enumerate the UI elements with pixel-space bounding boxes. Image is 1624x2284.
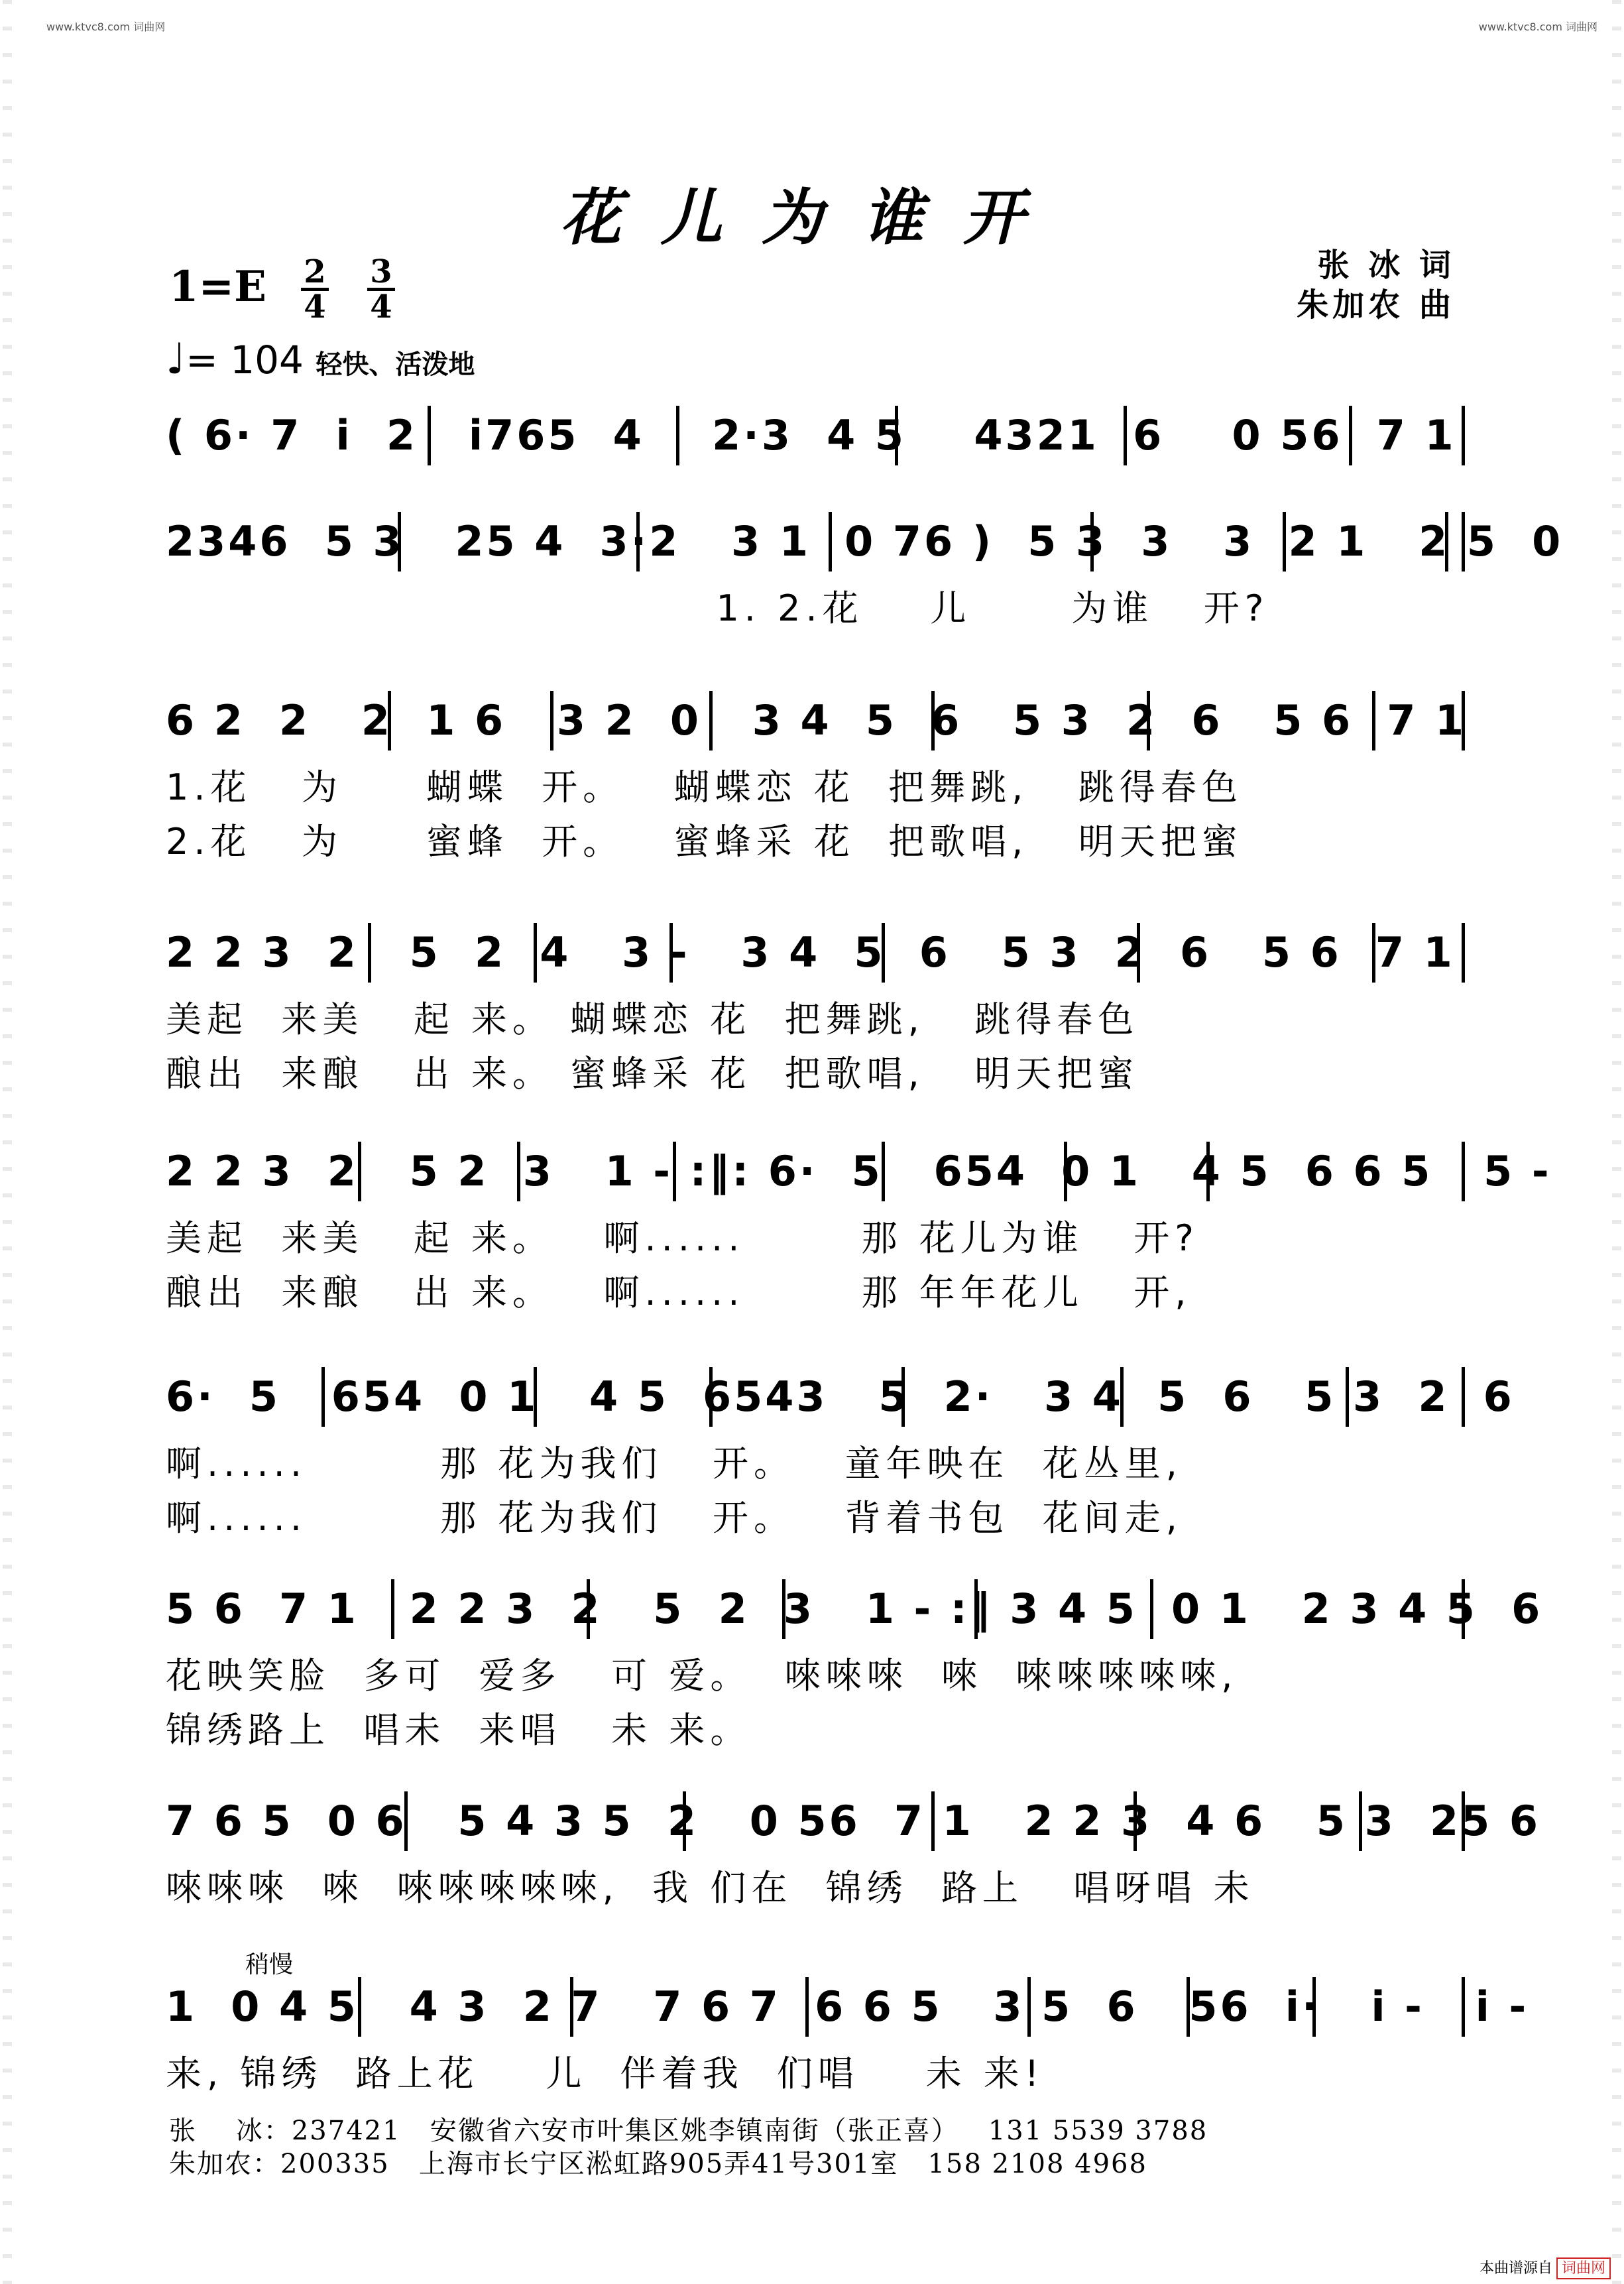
lyric-line: 美起 来美 起 来。 蝴蝶恋 花 把舞跳, 跳得春色 — [166, 998, 1139, 1040]
right-margin-pattern — [1612, 0, 1621, 2284]
notation-line: 1 0 4 5 4 3 2 7 7 6 7 6 6 5 3 5 6 56 i· i - i - — [166, 1982, 1529, 2031]
quarter-note-icon: ♩ — [166, 335, 186, 384]
notation-line: 2346 5 3 25 4 3·2 3 1 0 76 ) 5 3 3 3 2 1 2 5 0 — [166, 517, 1564, 566]
tempo-marking: ♩= 104 轻快、活泼地 — [166, 335, 475, 384]
composer-credit: 朱加农 曲 — [1297, 286, 1455, 324]
barline — [391, 1579, 394, 1639]
footer-line-composer: 朱加农：200335 上海市长宁区淞虹路905弄41号301室 158 2108 4968 — [169, 2149, 1147, 2179]
notation-line: 2 2 3 2 5 2 4 3 - 3 4 5 6 5 3 2 6 5 6 7 1 — [166, 928, 1455, 977]
notation-line: ( 6· 7 i 2 i765 4 2·3 4 5 4321 6 0 56 7 1 — [166, 411, 1456, 459]
barline — [974, 1579, 978, 1639]
barline — [1090, 512, 1094, 571]
barline — [321, 1367, 325, 1427]
credits — [1297, 245, 1455, 325]
barline — [1462, 1977, 1465, 2037]
lyric-line: 1. 2.花 儿 为谁 开? — [166, 587, 1269, 629]
barline — [882, 923, 885, 983]
song-title: 花儿为谁开 — [559, 182, 1064, 253]
barline — [1124, 406, 1127, 465]
barline — [1462, 1791, 1465, 1851]
tempo-slow-mark: 稍慢 — [245, 1951, 294, 1978]
barline — [428, 406, 431, 465]
lyric-line: 1.花 为 蝴蝶 开。 蝴蝶恋 花 把舞跳, 跳得春色 — [166, 766, 1243, 808]
music-system — [166, 696, 1467, 863]
time-signature-3-4: 3 4 — [365, 257, 398, 322]
barline — [368, 923, 371, 983]
barline — [1187, 1977, 1190, 2037]
barline — [1462, 1142, 1465, 1201]
barline — [931, 691, 935, 751]
barline — [709, 1367, 713, 1427]
lyric-line: 啊...... 那 花为我们 开。 童年映在 花丛里, — [166, 1443, 1183, 1484]
source-credit: 本曲谱源自 词曲网 — [1479, 2257, 1611, 2277]
watermark-top-left: www.ktvc8.com 词曲网 — [46, 21, 166, 33]
music-system — [166, 1585, 1543, 1751]
barline — [673, 1142, 676, 1201]
lyric-line: 花映笑脸 多可 爱多 可 爱。 唻唻唻 唻 唻唻唻唻唻, — [166, 1655, 1238, 1697]
lyricist-credit: 张 冰 词 — [1317, 247, 1455, 284]
watermark-top-right: www.ktvc8.com 词曲网 — [1478, 21, 1597, 33]
barline — [1133, 1791, 1137, 1851]
barline — [669, 923, 673, 983]
time-signature-2-4: 2 4 — [298, 257, 331, 322]
barline — [534, 1367, 537, 1427]
barline — [683, 1791, 686, 1851]
barline — [1120, 1367, 1124, 1427]
barline — [1359, 1791, 1362, 1851]
barline — [1462, 512, 1465, 571]
barline — [358, 1142, 361, 1201]
lyric-line: 来, 锦绣 路上花 儿 伴着我 们唱 未 来! — [166, 2053, 1045, 2094]
barline — [1064, 1142, 1067, 1201]
notation-line: 7 6 5 0 6 5 4 3 5 2 0 56 7 1 2 2 3 4 6 5 3 25 6 — [166, 1797, 1540, 1845]
barline — [1462, 923, 1465, 983]
notation-line: 5 6 7 1 2 2 3 2 5 2 3 1 - :‖ 3 4 5 0 1 2 3 4 5 6 — [166, 1585, 1543, 1633]
barline — [534, 923, 537, 983]
lyric-line: 唻唻唻 唻 唻唻唻唻唻, 我 们在 锦绣 路上 唱呀唱 未 — [166, 1867, 1255, 1909]
lyric-line: 啊...... 那 花为我们 开。 背着书包 花间走, — [166, 1497, 1183, 1539]
lyric-line: 2.花 为 蜜蜂 开。 蜜蜂采 花 把歌唱, 明天把蜜 — [166, 821, 1243, 863]
barline — [676, 406, 679, 465]
music-system — [166, 928, 1462, 1095]
brand-logo: 词曲网 — [1556, 2257, 1611, 2279]
music-system — [166, 411, 1462, 472]
barline — [829, 512, 832, 571]
barline — [1137, 923, 1140, 983]
barline — [1349, 406, 1352, 465]
barline — [1372, 923, 1375, 983]
notation-line: 6· 5 654 0 1 4 5 6543 5 2· 3 4 5 6 5 3 2 6 — [166, 1372, 1515, 1421]
barline — [882, 1142, 885, 1201]
barline — [517, 1142, 520, 1201]
barline — [1462, 406, 1465, 465]
barline — [398, 512, 401, 571]
barline — [1206, 1142, 1210, 1201]
music-system — [166, 1147, 1552, 1313]
left-margin-pattern — [3, 0, 12, 2284]
barline — [388, 691, 391, 751]
barline — [1027, 1977, 1031, 2037]
tempo-expression: 轻快、活泼地 — [316, 349, 475, 380]
music-system — [166, 517, 1564, 629]
barline — [805, 1977, 809, 2037]
barline — [1150, 1579, 1153, 1639]
barline — [931, 1791, 935, 1851]
barline — [358, 1977, 361, 2037]
barline — [550, 691, 553, 751]
key-signature: 1=E — [169, 262, 266, 312]
lyric-line: 美起 来美 起 来。 啊...... 那 花儿为谁 开? — [166, 1217, 1199, 1259]
barline — [636, 512, 640, 571]
barline — [570, 1977, 573, 2037]
music-system — [166, 1982, 1529, 2094]
music-system — [166, 1797, 1540, 1909]
barline — [1283, 512, 1286, 571]
barline — [895, 406, 898, 465]
barline — [587, 1579, 590, 1639]
barline — [1372, 691, 1375, 751]
lyric-line: 锦绣路上 唱未 来唱 未 来。 — [166, 1709, 752, 1751]
barline — [709, 691, 713, 751]
barline — [782, 1579, 785, 1639]
lyric-line: 酿出 来酿 出 来。 蜜蜂采 花 把歌唱, 明天把蜜 — [166, 1053, 1139, 1095]
footer-line-lyricist: 张 冰：237421 安徽省六安市叶集区姚李镇南街（张正喜） 131 5539 3788 — [169, 2116, 1208, 2146]
barline — [901, 1367, 905, 1427]
barline — [1312, 1977, 1316, 2037]
lyric-line: 酿出 来酿 出 来。 啊...... 那 年年花儿 开, — [166, 1272, 1192, 1313]
notation-line: 6 2 2 2 1 6 3 2 0 3 4 5 6 5 3 2 6 5 6 7 1 — [166, 696, 1467, 745]
barline — [1462, 1579, 1465, 1639]
barline — [1462, 691, 1465, 751]
barline — [1445, 512, 1448, 571]
barline — [1346, 1367, 1349, 1427]
notation-line: 2 2 3 2 5 2 3 1 - :‖: 6· 5 654 0 1 4 5 6 6 5 5 - — [166, 1147, 1552, 1195]
barline — [1147, 691, 1150, 751]
music-system — [166, 1372, 1515, 1539]
barline — [404, 1791, 408, 1851]
barline — [1462, 1367, 1465, 1427]
